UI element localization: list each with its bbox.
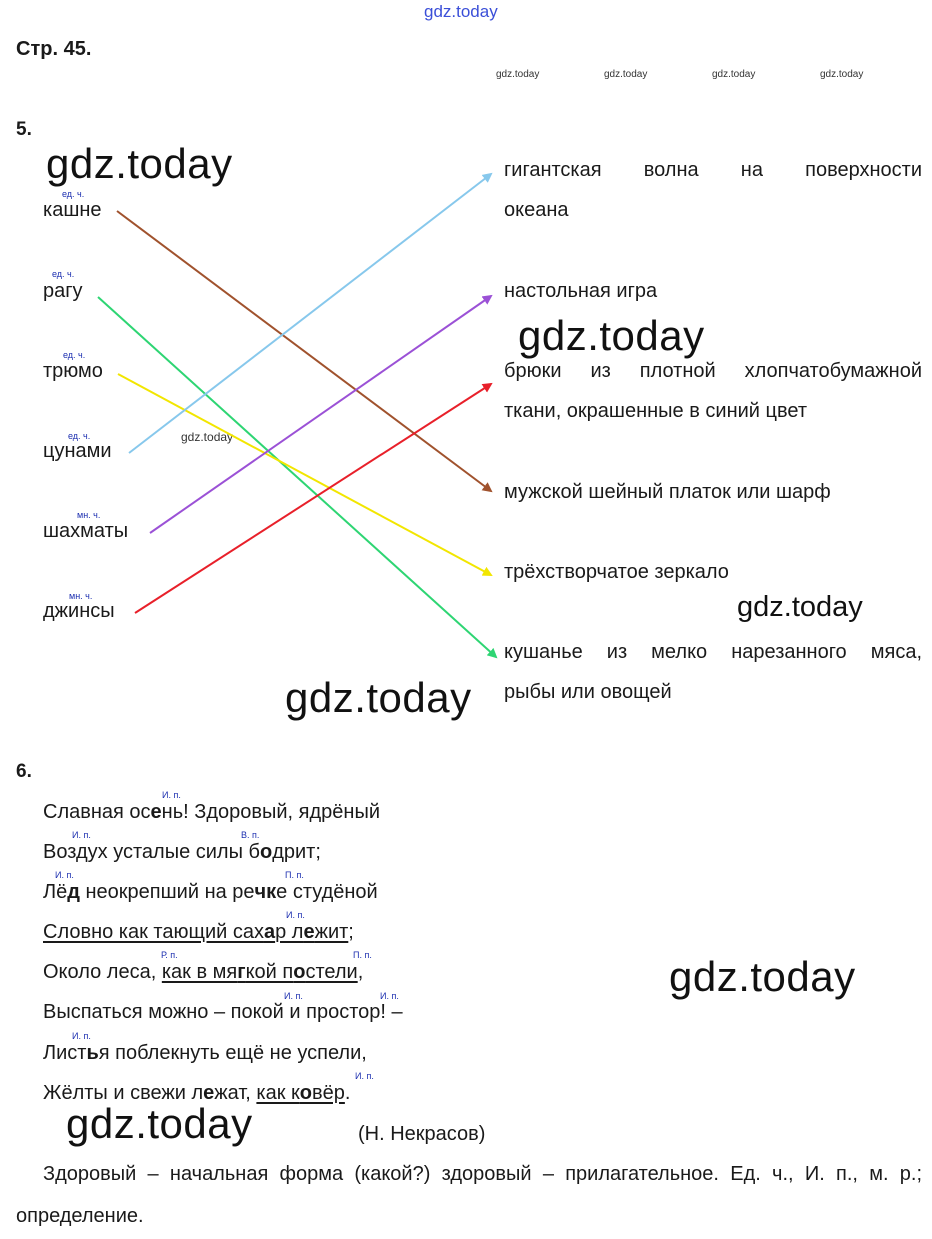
watermark-big: gdz.today: [285, 674, 472, 721]
watermark-big: gdz.today: [66, 1100, 253, 1147]
definition-line: рыбы или овощей: [504, 681, 672, 703]
arrow-ragu: [98, 297, 496, 657]
case-note: И. п.: [72, 1031, 91, 1041]
word-note: мн. ч.: [69, 591, 93, 601]
case-note: И. п.: [380, 991, 399, 1001]
watermark-mid: gdz.today: [737, 591, 863, 623]
word-note: ед. ч.: [52, 269, 75, 279]
case-note: И. п.: [72, 830, 91, 840]
watermark-small: gdz.today: [496, 69, 540, 80]
watermark-small: gdz.today: [820, 69, 864, 80]
case-note: И. п.: [55, 870, 74, 880]
watermark-big: gdz.today: [669, 953, 856, 1000]
page-title: Стр. 45.: [16, 38, 92, 60]
case-note: П. п.: [285, 870, 304, 880]
watermark-top: gdz.today: [424, 2, 498, 21]
poem-line-3: Лёд неокрепший на речке студёной: [43, 881, 378, 903]
case-note: И. п.: [162, 790, 181, 800]
poem-line-8: Жёлты и свежи лежат, как ковёр.: [43, 1082, 351, 1104]
word-dzhinsy: джинсы: [43, 600, 115, 622]
watermark-tiny: gdz.today: [181, 430, 234, 444]
arrow-tryumo: [118, 374, 491, 575]
word-tsunami: цунами: [43, 440, 112, 462]
definition-line: брюки из плотной хлопчатобумажной: [504, 360, 922, 382]
definition-line: гигантская волна на поверхности: [504, 159, 922, 181]
exercise-6-number: 6.: [16, 761, 32, 782]
word-tryumo: трюмо: [43, 360, 103, 382]
case-note: П. п.: [353, 950, 372, 960]
poem-line-7: Листья поблекнуть ещё не успели,: [43, 1042, 367, 1064]
watermark-small: gdz.today: [712, 69, 756, 80]
definition-tryumo: трёхстворчатое зеркало: [504, 561, 729, 583]
poem-line-4: Словно как тающий сахар лежит;: [43, 921, 354, 943]
word-note: мн. ч.: [77, 510, 101, 520]
word-ragu: рагу: [43, 280, 83, 302]
definition-line: ткани, окрашенные в синий цвет: [504, 400, 808, 422]
watermark-small: gdz.today: [604, 69, 648, 80]
case-note: И. п.: [284, 991, 303, 1001]
exercise-5-number: 5.: [16, 119, 32, 140]
case-note: И. п.: [355, 1071, 374, 1081]
poem-line-5: Около леса, как в мягкой постели,: [43, 961, 364, 983]
poem-line-6: Выспаться можно – покой и простор! –: [43, 1001, 403, 1023]
poem-line-2: Воздух усталые силы бодрит;: [43, 841, 321, 863]
definition-line: океана: [504, 199, 569, 221]
definition-kashne: мужской шейный платок или шарф: [504, 481, 831, 503]
watermark-big: gdz.today: [518, 312, 705, 359]
case-note: Р. п.: [161, 950, 178, 960]
arrow-tsunami: [129, 174, 491, 453]
definition-shakhmaty: настольная игра: [504, 280, 658, 302]
word-note: ед. ч.: [68, 431, 91, 441]
arrow-dzhinsy: [135, 384, 491, 613]
word-note: ед. ч.: [63, 350, 86, 360]
case-note: И. п.: [286, 910, 305, 920]
word-note: ед. ч.: [62, 189, 85, 199]
arrow-kashne: [117, 211, 491, 491]
poem-line-1: Славная осень! Здоровый, ядрёный: [43, 801, 380, 823]
word-shakhmaty: шахматы: [43, 520, 129, 542]
definition-line: кушанье из мелко нарезанного мяса,: [504, 641, 922, 663]
word-kashne: кашне: [43, 199, 102, 221]
analysis-text: Здоровый – начальная форма (какой?) здоровый – прилагательное. Ед. ч., И. п., м. р.; определение.: [16, 1163, 922, 1227]
poem-author: (Н. Некрасов): [358, 1123, 486, 1145]
watermark-big: gdz.today: [46, 140, 233, 187]
case-note: В. п.: [241, 830, 260, 840]
